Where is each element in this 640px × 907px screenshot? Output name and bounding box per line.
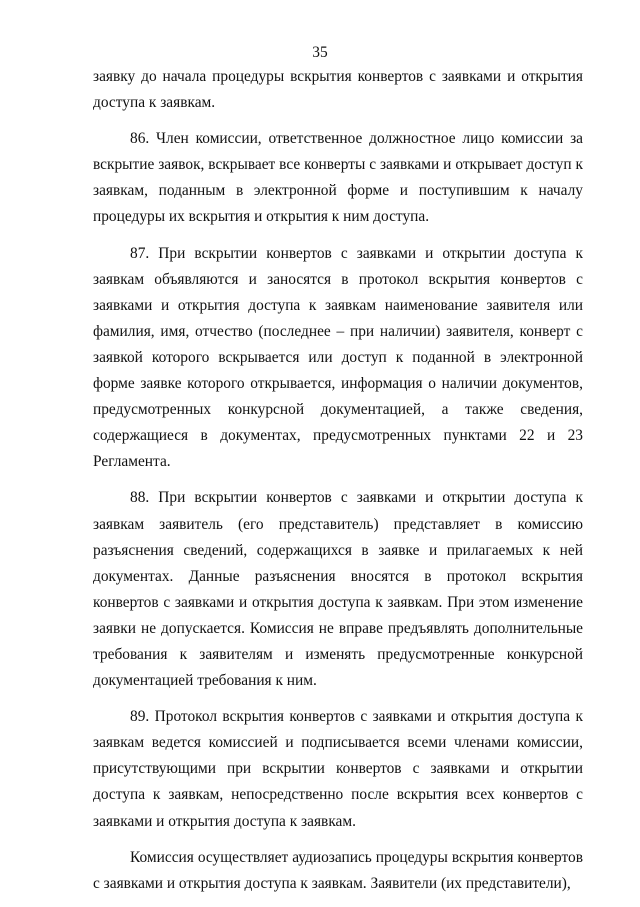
paragraph-88: 88. При вскрытии конвертов с заявками и открытии доступа к заявкам заявитель (его представитель) представляет в комиссию разъяснения сведений, содержащихся в заявке и прилагаемых к ней документах. Данные разъяснения вносятся в протокол вскрытия конвертов с заявками и открытия доступа к заявкам. При этом изменение заявки не допускается. Комиссия не вправе предъявлять дополнительные требования к заявителям и изменять предусмотренные конкурсной документацией требования к ним. <box>93 489 583 690</box>
paragraph-89: 89. Протокол вскрытия конвертов с заявками и открытия доступа к заявкам ведется комиссией и подписывается всеми членами комиссии, присутствующими при вскрытии конвертов с заявками и открытии доступа к заявкам, непосредственно после вскрытия всех конвертов с заявками и открытия доступа к заявкам. <box>93 708 583 830</box>
paragraph-86: 86. Член комиссии, ответственное должностное лицо комиссии за вскрытие заявок, вскрывает все конверты с заявками и открывает доступ к заявкам, поданным в электронной форме и поступившим к началу процедуры их вскрытия и открытия к ним доступа. <box>93 130 583 226</box>
paragraph-87: 87. При вскрытии конвертов с заявками и открытии доступа к заявкам объявляются и заносятся в протокол вскрытия конвертов с заявками и открытия доступа к заявкам наименование заявителя или фамилия, имя, отчество (последнее – при наличии) заявителя, конверт с заявкой которого вскрывается или доступ к поданной в электронной форме заявке которого открывается, информация о наличии документов, предусмотренных конкурсной документацией, а также сведения, содержащиеся в документах, предусмотренных пунктами 22 и 23 Регламента. <box>93 244 583 471</box>
paragraph-audio-recording: Комиссия осуществляет аудиозапись процедуры вскрытия конвертов с заявками и открытия доступа к заявкам. Заявители (их представители), <box>93 848 583 892</box>
document-body <box>93 64 583 907</box>
page-number: 35 <box>312 44 328 61</box>
paragraph-continuation: заявку до начала процедуры вскрытия конвертов с заявками и открытия доступа к заявкам. <box>93 68 583 112</box>
